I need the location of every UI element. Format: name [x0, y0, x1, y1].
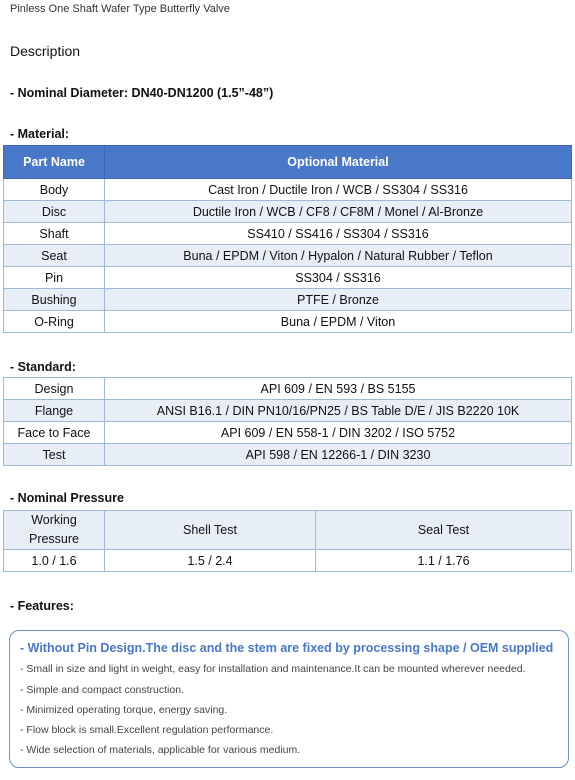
part-name-cell: Pin: [4, 267, 105, 289]
material-heading: - Material:: [10, 127, 70, 141]
standard-value-cell: API 609 / EN 593 / BS 5155: [105, 378, 572, 400]
feature-item: - Small in size and light in weight, easy for installation and maintenance.It can be mounted wherever needed.: [20, 663, 526, 675]
table-row: [4, 201, 572, 223]
optional-material-header: Optional Material: [105, 146, 572, 179]
feature-item: - Flow block is small.Excellent regulation performance.: [20, 724, 274, 736]
part-name-cell: Shaft: [4, 223, 105, 245]
feature-item: - Minimized operating torque, energy saving.: [20, 704, 228, 716]
pressure-table: [3, 510, 572, 572]
part-name-cell: Bushing: [4, 289, 105, 311]
table-row: [4, 550, 572, 572]
part-name-cell: O-Ring: [4, 311, 105, 333]
seal-test-cell: 1.1 / 1.76: [316, 550, 572, 572]
page-title: Pinless One Shaft Wafer Type Butterfly Valve: [10, 3, 230, 15]
working-pressure-header: [4, 511, 105, 550]
table-row: [4, 245, 572, 267]
material-table-header: [4, 146, 572, 179]
standard-label-cell: Flange: [4, 400, 105, 422]
part-name-header: Part Name: [4, 146, 105, 179]
material-cell: SS410 / SS416 / SS304 / SS316: [105, 223, 572, 245]
table-row: [4, 267, 572, 289]
table-row: [4, 378, 572, 400]
material-cell: SS304 / SS316: [105, 267, 572, 289]
working-pressure-cell: 1.0 / 1.6: [4, 550, 105, 572]
table-row: [4, 400, 572, 422]
features-box: [9, 630, 569, 768]
standard-value-cell: ANSI B16.1 / DIN PN10/16/PN25 / BS Table D/E / JIS B2220 10K: [105, 400, 572, 422]
material-cell: Ductile Iron / WCB / CF8 / CF8M / Monel / Al-Bronze: [105, 201, 572, 223]
standard-label-cell: Design: [4, 378, 105, 400]
nominal-diameter: - Nominal Diameter: DN40-DN1200 (1.5”-48”): [10, 86, 274, 100]
pressure-header-row: [4, 511, 572, 550]
standard-value-cell: API 609 / EN 558-1 / DIN 3202 / ISO 5752: [105, 422, 572, 444]
standard-table: [3, 377, 572, 466]
material-cell: PTFE / Bronze: [105, 289, 572, 311]
feature-item: - Simple and compact construction.: [20, 684, 184, 696]
seal-test-header: Seal Test: [316, 511, 572, 550]
material-cell: Buna / EPDM / Viton / Hypalon / Natural Rubber / Teflon: [105, 245, 572, 267]
features-headline: - Without Pin Design.The disc and the stem are fixed by processing shape / OEM supplied: [20, 641, 554, 655]
table-row: [4, 311, 572, 333]
working-pressure-header-line2: Pressure: [28, 532, 80, 546]
table-row: [4, 444, 572, 466]
pressure-heading: - Nominal Pressure: [10, 491, 124, 505]
material-cell: Buna / EPDM / Viton: [105, 311, 572, 333]
shell-test-header: Shell Test: [105, 511, 316, 550]
standard-label-cell: Test: [4, 444, 105, 466]
standard-heading: - Standard:: [10, 360, 76, 374]
standard-label-cell: Face to Face: [4, 422, 105, 444]
standard-value-cell: API 598 / EN 12266-1 / DIN 3230: [105, 444, 572, 466]
feature-item: - Wide selection of materials, applicable for various medium.: [20, 744, 301, 756]
part-name-cell: Body: [4, 179, 105, 201]
working-pressure-header-line1: Working: [31, 513, 77, 527]
part-name-cell: Seat: [4, 245, 105, 267]
shell-test-cell: 1.5 / 2.4: [105, 550, 316, 572]
table-row: [4, 289, 572, 311]
material-cell: Cast Iron / Ductile Iron / WCB / SS304 / SS316: [105, 179, 572, 201]
table-row: [4, 422, 572, 444]
table-row: [4, 223, 572, 245]
description-heading: Description: [10, 43, 81, 59]
table-row: [4, 179, 572, 201]
material-table: [3, 145, 572, 333]
part-name-cell: Disc: [4, 201, 105, 223]
features-heading: - Features:: [10, 599, 74, 613]
